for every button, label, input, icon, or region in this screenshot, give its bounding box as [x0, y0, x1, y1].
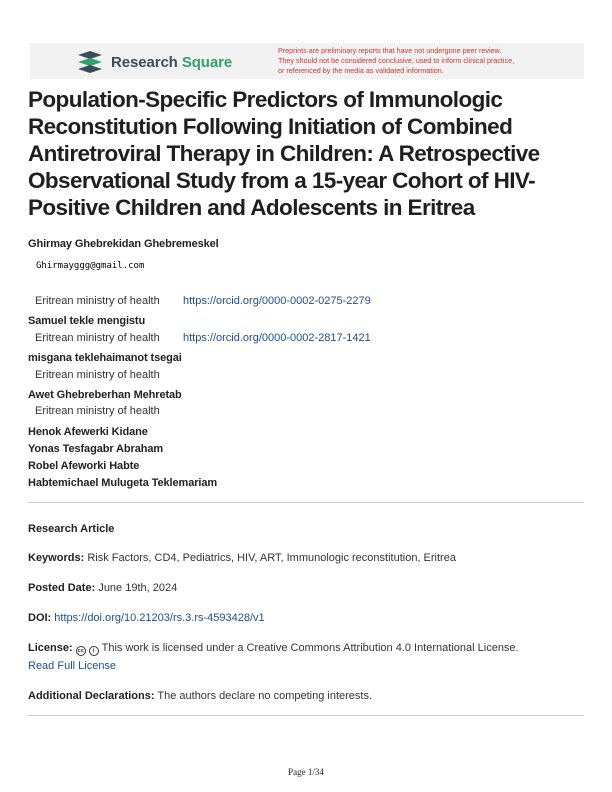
research-square-logo[interactable]	[75, 50, 232, 74]
author-orcid-link[interactable]: https://orcid.org/0000-0002-0275-2279	[183, 295, 371, 307]
keywords-row	[28, 552, 456, 564]
author-name: Awet Ghebreberhan Mehretab	[28, 389, 182, 401]
doi-label: DOI:	[28, 612, 52, 624]
declarations-value: The authors declare no competing interests.	[157, 690, 373, 702]
author-affiliation: Eritrean ministry of health	[35, 332, 160, 344]
author-email[interactable]: Ghirmayggg@gmail.com	[36, 261, 145, 271]
preprint-disclaimer: Preprints are preliminary reports that have not undergone peer review. They should not be considered conclusive, used to inform clinical practice, or referenced by the media as validated information.	[278, 46, 515, 75]
author-name: Robel Afeworki Habte	[28, 460, 140, 472]
paper-title: Population-Specific Predictors of Immunologic Reconstitution Following Initiation of Combined Antiretroviral Therapy in Children: A Retrospective Observational Study from a 15-year Cohort of HIV-Positive Children and Adolescents in Eritrea	[28, 87, 540, 220]
author-orcid-link[interactable]: https://orcid.org/0000-0002-2817-1421	[183, 332, 371, 344]
declarations-row	[28, 690, 372, 702]
license-text: This work is licensed under a Creative Commons Attribution 4.0 International License.	[101, 642, 519, 654]
divider	[28, 715, 584, 716]
logo-wordmark: Research Square	[111, 53, 233, 71]
author-name: Samuel tekle mengistu	[28, 315, 146, 327]
license-row	[28, 642, 519, 656]
keywords-value: Risk Factors, CD4, Pediatrics, HIV, ART, Immunologic reconstitution, Eritrea	[87, 552, 456, 564]
research-square-logo-icon	[75, 50, 105, 74]
doi-link[interactable]: https://doi.org/10.21203/rs.3.rs-4593428/v1	[54, 612, 265, 624]
author-name: Henok Afewerki Kidane	[28, 426, 148, 438]
preprint-banner	[30, 43, 584, 79]
author-name: Ghirmay Ghebrekidan Ghebremeskel	[28, 238, 219, 250]
keywords-label: Keywords:	[28, 552, 85, 564]
page-number: Page 1/34	[288, 767, 324, 777]
posted-date-value: June 19th, 2024	[98, 582, 178, 594]
divider	[28, 502, 584, 503]
doi-row	[28, 612, 265, 624]
article-type: Research Article	[28, 523, 115, 535]
author-name: Habtemichael Mulugeta Teklemariam	[28, 477, 218, 489]
posted-date-label: Posted Date:	[28, 582, 96, 594]
author-affiliation: Eritrean ministry of health	[35, 369, 160, 381]
author-affiliation: Eritrean ministry of health	[35, 295, 160, 307]
posted-date-row	[28, 582, 177, 594]
creative-commons-icon: cc	[77, 648, 84, 654]
author-name: Yonas Tesfagabr Abraham	[28, 443, 164, 455]
author-affiliation: Eritrean ministry of health	[35, 405, 160, 417]
read-full-license-link[interactable]: Read Full License	[28, 660, 117, 672]
declarations-label: Additional Declarations:	[28, 690, 155, 702]
author-name: misgana teklehaimanot tsegai	[28, 352, 182, 364]
attribution-icon: i	[89, 646, 99, 656]
license-label: License:	[28, 642, 73, 654]
